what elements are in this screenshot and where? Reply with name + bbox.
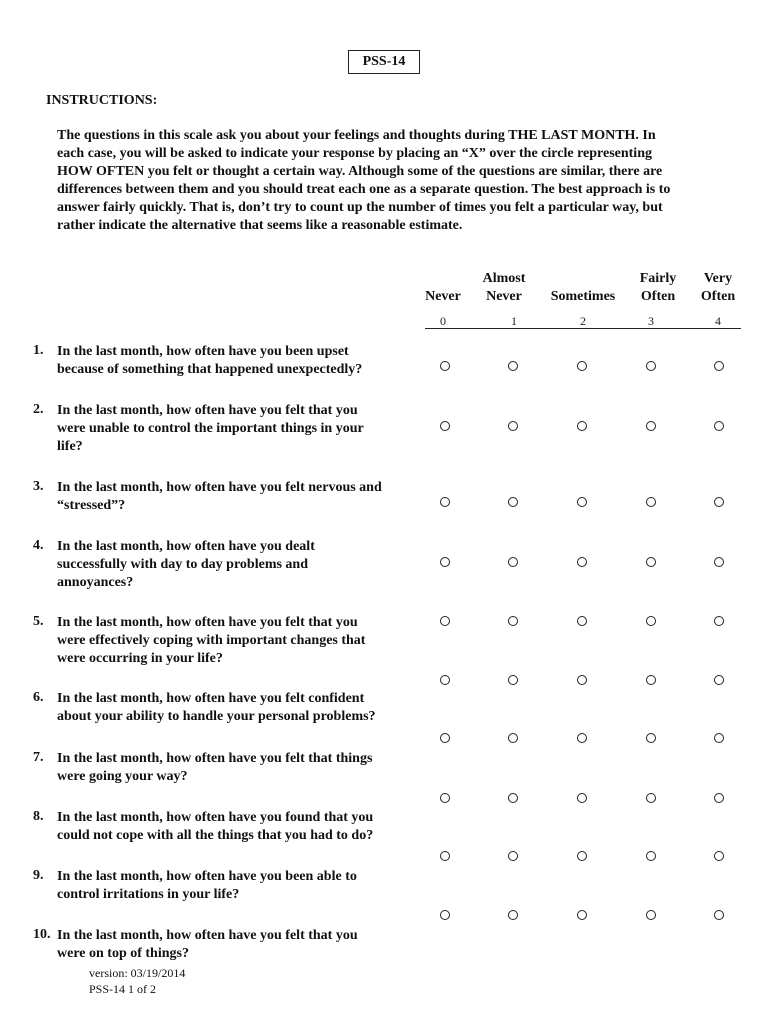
circle-outline-icon[interactable]: [577, 616, 587, 626]
question-number: 6.: [33, 690, 44, 705]
circle-outline-icon[interactable]: [714, 851, 724, 861]
instructions-line: each case, you will be asked to indicate your response by placing an “X” over the circle representing: [57, 146, 652, 161]
circle-outline-icon[interactable]: [714, 910, 724, 920]
circle-outline-icon[interactable]: [646, 675, 656, 685]
circle-outline-icon[interactable]: [508, 421, 518, 431]
scale-value: 3: [648, 314, 654, 328]
column-header-never: Never: [425, 289, 461, 304]
question-number: 3.: [33, 479, 44, 494]
scale-value: 4: [715, 314, 721, 328]
circle-outline-icon[interactable]: [646, 497, 656, 507]
question-number: 8.: [33, 809, 44, 824]
circle-outline-icon[interactable]: [440, 733, 450, 743]
scale-value: 1: [511, 314, 517, 328]
circle-outline-icon[interactable]: [508, 675, 518, 685]
page-indicator: PSS-14 1 of 2: [89, 982, 157, 996]
circle-outline-icon[interactable]: [440, 361, 450, 371]
circle-outline-icon[interactable]: [440, 675, 450, 685]
instructions-heading: INSTRUCTIONS:: [46, 93, 158, 108]
question-number: 1.: [33, 343, 44, 358]
column-header-sometimes: Sometimes: [550, 289, 616, 304]
instructions-line: The questions in this scale ask you about your feelings and thoughts during THE LAST MONTH. In: [57, 128, 656, 143]
question-number: 9.: [33, 868, 44, 883]
question-text: In the last month, how often have you felt that you were unable to control the important things in your life?: [57, 403, 364, 454]
circle-outline-icon[interactable]: [577, 910, 587, 920]
instructions-line: answer fairly quickly. That is, don’t try to count up the number of times you felt a particular way, but: [57, 200, 663, 215]
question-number: 10.: [33, 927, 51, 942]
circle-outline-icon[interactable]: [508, 733, 518, 743]
instructions-text: [57, 127, 722, 235]
question-text: In the last month, how often have you felt that you were on top of things?: [57, 928, 358, 961]
circle-outline-icon[interactable]: [508, 497, 518, 507]
circle-outline-icon[interactable]: [646, 616, 656, 626]
circle-outline-icon[interactable]: [646, 851, 656, 861]
column-header-fairly-often: Fairly Often: [639, 271, 677, 304]
circle-outline-icon[interactable]: [646, 557, 656, 567]
circle-outline-icon[interactable]: [440, 557, 450, 567]
circle-outline-icon[interactable]: [714, 733, 724, 743]
circle-outline-icon[interactable]: [646, 733, 656, 743]
column-header-almost-never: Almost Never: [482, 271, 526, 304]
circle-outline-icon[interactable]: [577, 733, 587, 743]
circle-outline-icon[interactable]: [440, 421, 450, 431]
scale-value: 2: [580, 314, 586, 328]
circle-outline-icon[interactable]: [714, 616, 724, 626]
question-text: In the last month, how often have you been able to control irritations in your life?: [57, 869, 357, 902]
scale-underline: [425, 328, 741, 329]
circle-outline-icon[interactable]: [440, 616, 450, 626]
circle-outline-icon[interactable]: [440, 793, 450, 803]
version-text: version: 03/19/2014: [89, 966, 186, 980]
circle-outline-icon[interactable]: [714, 421, 724, 431]
circle-outline-icon[interactable]: [714, 497, 724, 507]
question-number: 4.: [33, 538, 44, 553]
circle-outline-icon[interactable]: [508, 616, 518, 626]
circle-outline-icon[interactable]: [508, 793, 518, 803]
column-header-very-often: Very Often: [700, 271, 736, 304]
circle-outline-icon[interactable]: [646, 361, 656, 371]
circle-outline-icon[interactable]: [577, 421, 587, 431]
question-text: In the last month, how often have you found that you could not cope with all the things that you had to do?: [57, 810, 374, 843]
circle-outline-icon[interactable]: [714, 557, 724, 567]
circle-outline-icon[interactable]: [577, 497, 587, 507]
circle-outline-icon[interactable]: [508, 851, 518, 861]
instructions-line: HOW OFTEN you felt or thought a certain way. Although some of the questions are similar, there are: [57, 164, 663, 179]
circle-outline-icon[interactable]: [577, 361, 587, 371]
circle-outline-icon[interactable]: [646, 421, 656, 431]
circle-outline-icon[interactable]: [508, 361, 518, 371]
circle-outline-icon[interactable]: [646, 910, 656, 920]
circle-outline-icon[interactable]: [440, 910, 450, 920]
scale-value: 0: [440, 314, 446, 328]
circle-outline-icon[interactable]: [714, 361, 724, 371]
question-number: 7.: [33, 750, 44, 765]
circle-outline-icon[interactable]: [714, 675, 724, 685]
circle-outline-icon[interactable]: [440, 851, 450, 861]
question-text: In the last month, how often have you felt that things were going your way?: [57, 751, 373, 784]
instructions-line: differences between them and you should treat each one as a separate question. The best approach is to: [57, 182, 671, 197]
circle-outline-icon[interactable]: [577, 851, 587, 861]
question-number: 2.: [33, 402, 44, 417]
question-text: In the last month, how often have you felt confident about your ability to handle your personal problems?: [57, 691, 376, 724]
footer: [89, 965, 185, 997]
circle-outline-icon[interactable]: [508, 557, 518, 567]
circle-outline-icon[interactable]: [508, 910, 518, 920]
question-text: In the last month, how often have you felt that you were effectively coping with important changes that were occurring in your life?: [57, 615, 366, 666]
instructions-line: rather indicate the alternative that seems like a reasonable estimate.: [57, 218, 463, 233]
form-title: PSS-14: [348, 50, 420, 74]
circle-outline-icon[interactable]: [646, 793, 656, 803]
circle-outline-icon[interactable]: [714, 793, 724, 803]
question-number: 5.: [33, 614, 44, 629]
circle-outline-icon[interactable]: [440, 497, 450, 507]
circle-outline-icon[interactable]: [577, 557, 587, 567]
circle-outline-icon[interactable]: [577, 675, 587, 685]
circle-outline-icon[interactable]: [577, 793, 587, 803]
question-text: In the last month, how often have you dealt successfully with day to day problems and annoyances?: [57, 539, 315, 590]
question-text: In the last month, how often have you felt nervous and “stressed”?: [57, 480, 382, 513]
question-text: In the last month, how often have you been upset because of something that happened unexpectedly?: [57, 344, 363, 377]
